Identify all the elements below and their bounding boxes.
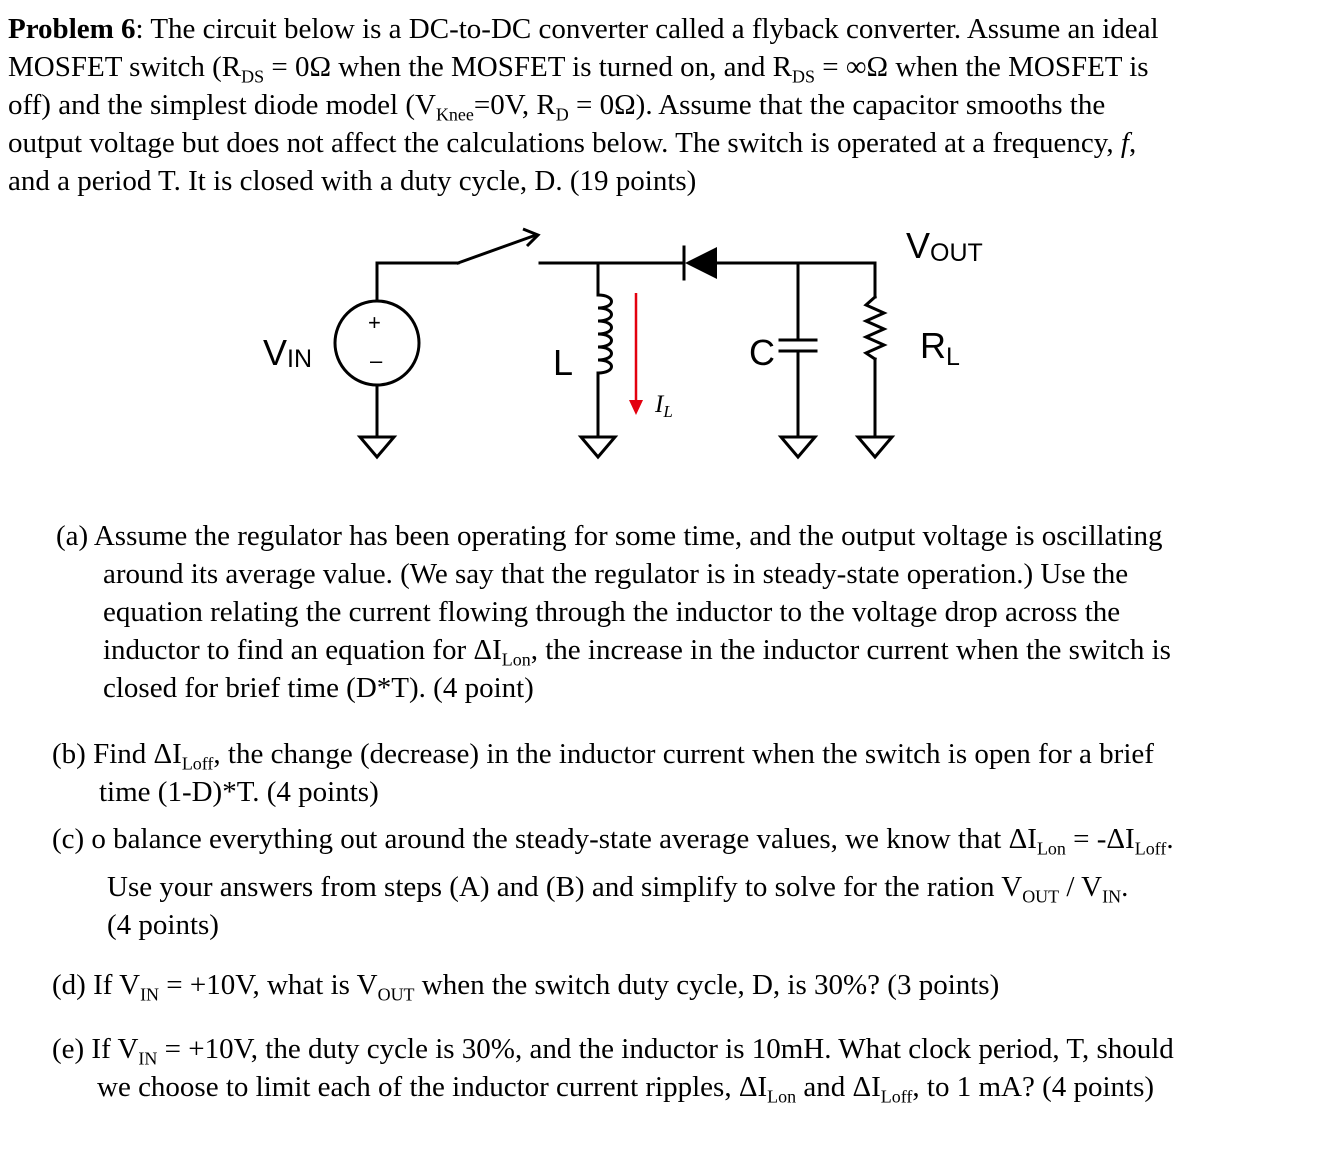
switch-icon bbox=[458, 235, 536, 263]
ground-icon bbox=[360, 437, 394, 457]
ground-icon bbox=[781, 437, 815, 457]
intro-line-5: and a period T. It is closed with a duty cycle, D. (19 points) bbox=[8, 165, 697, 197]
question-a: (a) Assume the regulator has been operating for some time, and the output voltage is oscillating around its average value. (We say that the regulator is in steady-state operation.) Use the equation relating the current flowing through the inductor to the voltage drop across the inductor to find an equation for $\Delta I_{Lon}$, the increase in the inductor current when the switch is closed for brief time (D*T). (4 point) bbox=[56, 520, 1171, 704]
intro-line-1: Problem 6: The circuit below is a DC-to-DC converter called a flyback converter. Assume an ideal bbox=[8, 13, 1159, 45]
inductor-current-label: $I_L$ bbox=[655, 391, 673, 421]
question-d: (d) If $V_{IN} = +10V$, what is $V_{OUT}$ when the switch duty cycle, D, is 30%? (3 points) bbox=[52, 969, 1000, 1005]
diode-icon bbox=[685, 247, 717, 279]
intro-line-3: off) and the simplest diode model ($V_{Knee}=0V$, $R_D = 0\Omega$). Assume that the capacitor smooths the bbox=[8, 89, 1106, 125]
question-b: (b) Find $\Delta I_{Loff}$, the change (decrease) in the inductor current when the switch is open for a brief time (1-D)*T. (4 points) bbox=[52, 738, 1154, 808]
ground-icon bbox=[581, 437, 615, 457]
flyback-circuit-schematic bbox=[230, 225, 1020, 475]
intro-line-2: MOSFET switch ($R_{DS} = 0\Omega$ when the MOSFET is turned on, and $R_{DS} = \infty\Omega$ when the MOSFET is bbox=[8, 51, 1149, 87]
resistor-icon bbox=[866, 297, 884, 359]
inductor-icon bbox=[598, 295, 612, 373]
vout-label: VOUT bbox=[906, 225, 983, 267]
problem-heading: Problem 6 bbox=[8, 13, 136, 45]
rl-label: RL bbox=[920, 325, 960, 371]
question-c: (c) o balance everything out around the steady-state average values, we know that $\Delta I_{Lon} = -\Delta I_{Loff}$. Use your answers from steps (A) and (B) and simplify to solve for the ration $V_{OUT} / V_{IN}$. (4 points) bbox=[52, 823, 1174, 941]
question-e: (e) If $V_{IN} = +10V$, the duty cycle is 30%, and the inductor is 10mH. What clock period, T, should we choose to limit each of the inductor current ripples, $\Delta I_{Lon}$ and $\Delta I_{Loff}$, to 1 mA? (4 points) bbox=[52, 1033, 1174, 1107]
ground-icon bbox=[858, 437, 892, 457]
inductor-label: L bbox=[553, 342, 574, 383]
inductor-current-arrow bbox=[629, 293, 643, 415]
source-minus: – bbox=[370, 348, 383, 373]
source-plus: + bbox=[368, 310, 381, 335]
capacitor-label: C bbox=[749, 332, 775, 373]
problem-intro bbox=[8, 10, 1308, 200]
intro-line-4: output voltage but does not affect the calculations below. The switch is operated at a frequency, f, bbox=[8, 127, 1137, 159]
vin-label: VIN bbox=[263, 332, 313, 373]
